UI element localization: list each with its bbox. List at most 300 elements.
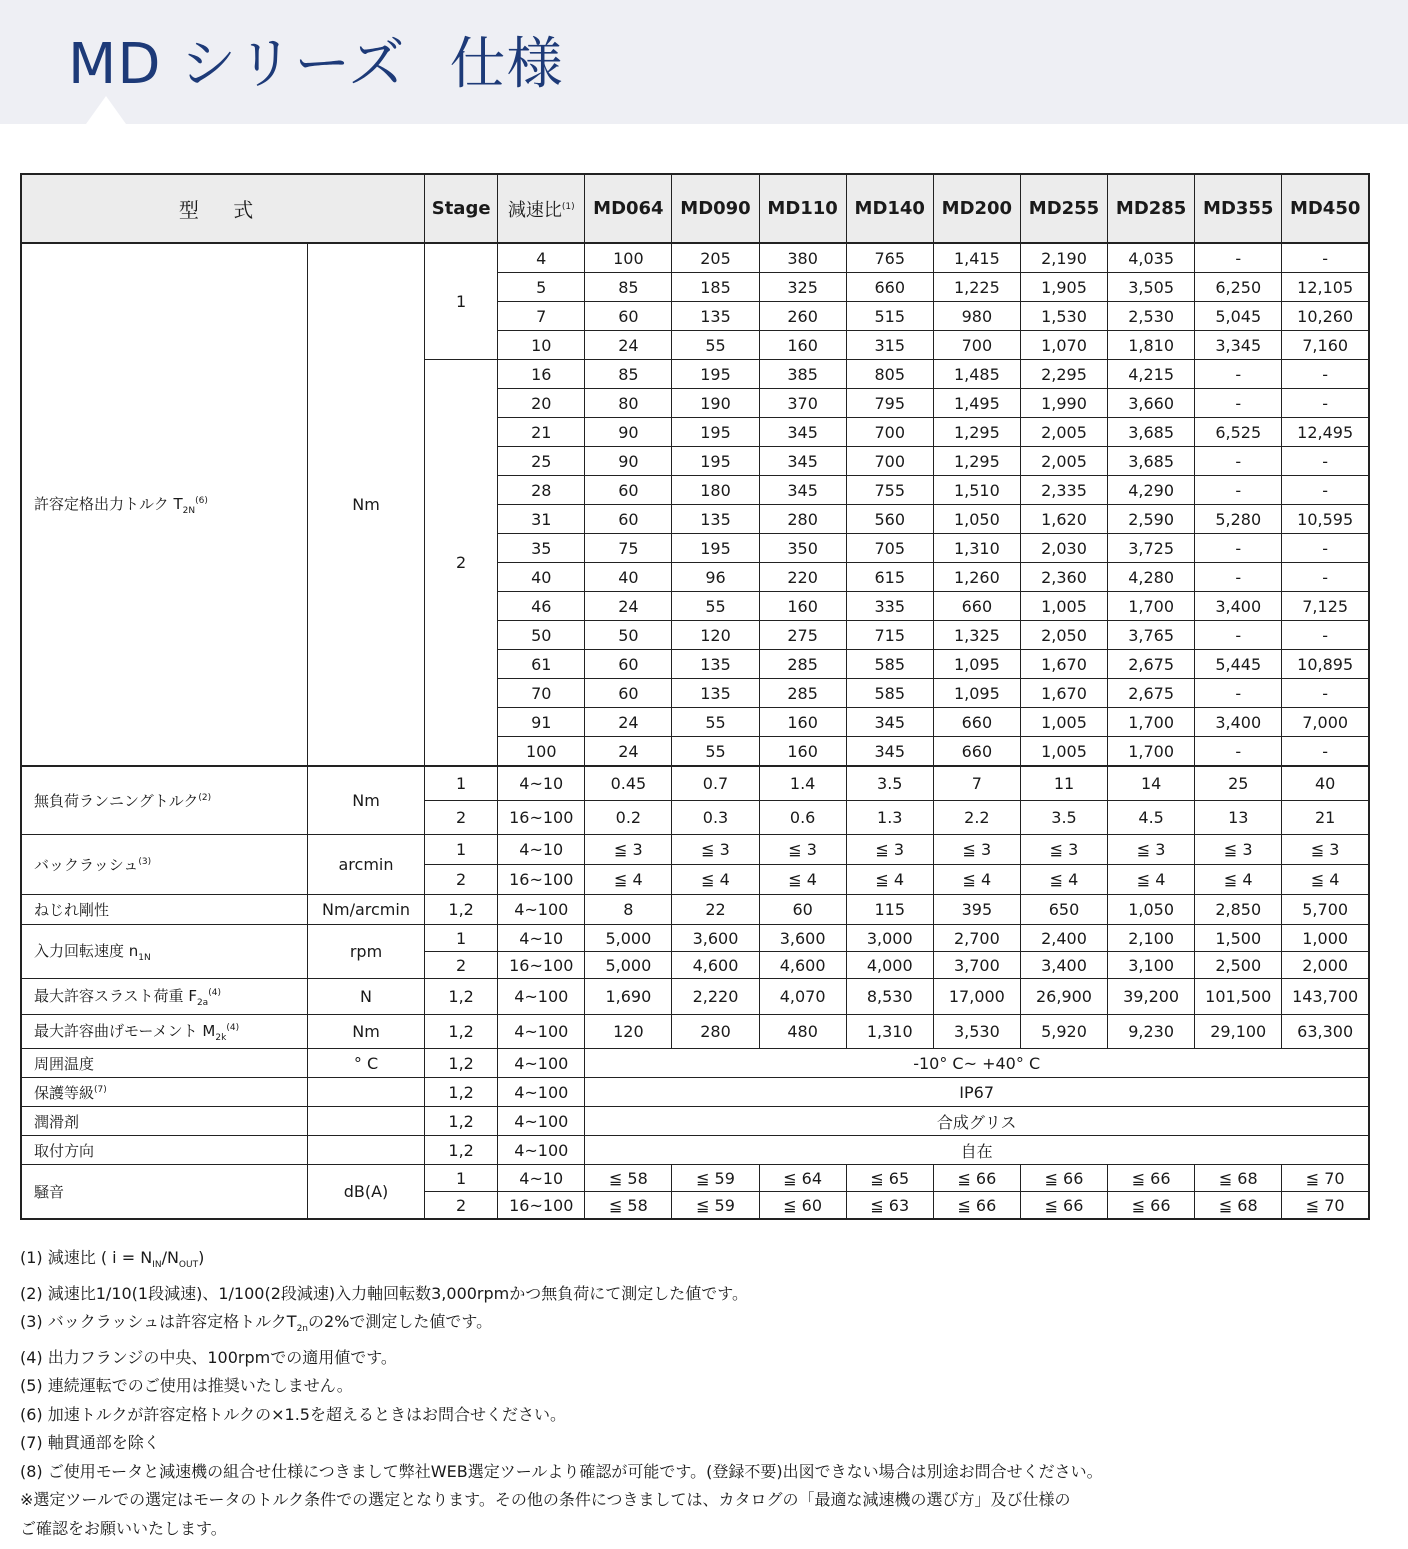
value-cell: 24 [585, 592, 672, 621]
model-header: MD255 [1020, 174, 1107, 243]
value-cell: 205 [672, 243, 759, 273]
value-cell: 1,510 [933, 476, 1020, 505]
value-cell: 3,660 [1108, 389, 1195, 418]
value-cell: 90 [585, 418, 672, 447]
unit-cell [307, 1136, 424, 1165]
value-cell: 3,400 [1195, 708, 1282, 737]
spec-label-note: (3) [138, 857, 152, 867]
ratio-cell: 31 [498, 505, 585, 534]
value-cell: 0.2 [585, 801, 672, 835]
value-cell: - [1282, 476, 1369, 505]
value-cell: 2,100 [1108, 925, 1195, 952]
ratio-cell: 40 [498, 563, 585, 592]
value-cell: 1,050 [933, 505, 1020, 534]
spec-label-note: (4) [226, 1023, 240, 1033]
value-cell: ≦ 3 [1195, 835, 1282, 865]
stage-header: Stage [425, 174, 498, 243]
value-cell: 135 [672, 650, 759, 679]
spec-label [21, 1107, 307, 1136]
value-cell: ≦ 3 [585, 835, 672, 865]
ratio-cell: 21 [498, 418, 585, 447]
value-cell: 380 [759, 243, 846, 273]
value-cell: 6,525 [1195, 418, 1282, 447]
value-cell: 60 [585, 505, 672, 534]
spec-label-text: 周囲温度 [34, 1054, 95, 1073]
value-cell: 55 [672, 708, 759, 737]
stage-cell: 1 [425, 243, 498, 360]
value-cell: 4,600 [672, 952, 759, 979]
stage-cell: 2 [425, 360, 498, 767]
value-cell: ≦ 4 [585, 865, 672, 895]
value-cell: 345 [846, 708, 933, 737]
value-cell: 12,105 [1282, 273, 1369, 302]
value-cell: 2,500 [1195, 952, 1282, 979]
value-cell: ≦ 66 [1020, 1165, 1107, 1192]
ratio-cell: 16~100 [498, 952, 585, 979]
value-cell: 25 [1195, 766, 1282, 801]
unit-cell [307, 1078, 424, 1107]
value-cell: 350 [759, 534, 846, 563]
page-title [68, 20, 563, 100]
value-cell: 24 [585, 708, 672, 737]
spec-label [21, 835, 307, 895]
value-cell: ≦ 4 [1108, 865, 1195, 895]
value-cell: 195 [672, 360, 759, 389]
table-row [21, 766, 1369, 801]
stage-cell: 2 [425, 952, 498, 979]
value-cell: 50 [585, 621, 672, 650]
value-cell: 5,920 [1020, 1015, 1107, 1049]
value-cell: 3,530 [933, 1015, 1020, 1049]
value-cell: 120 [672, 621, 759, 650]
ratio-cell: 35 [498, 534, 585, 563]
value-cell: 3,400 [1195, 592, 1282, 621]
value-cell: 2,700 [933, 925, 1020, 952]
footnote-3 [20, 1308, 1390, 1344]
value-cell: 280 [759, 505, 846, 534]
value-cell: 100 [585, 243, 672, 273]
value-cell: 160 [759, 331, 846, 360]
spec-label [21, 895, 307, 925]
value-cell: 1,095 [933, 679, 1020, 708]
value-cell: 1,500 [1195, 925, 1282, 952]
value-cell: 0.45 [585, 766, 672, 801]
spec-label-text: ねじれ剛性 [34, 901, 110, 919]
footnote-4: (4) 出力フランジの中央、100rpmでの適用値です。 [20, 1347, 397, 1367]
value-cell: ≦ 70 [1282, 1192, 1369, 1220]
spec-label-text: 潤滑剤 [34, 1112, 80, 1131]
value-cell: 3,725 [1108, 534, 1195, 563]
value-cell: 2,675 [1108, 679, 1195, 708]
value-cell: 2,360 [1020, 563, 1107, 592]
table-row [21, 1078, 1369, 1107]
value-cell: 13 [1195, 801, 1282, 835]
spec-label-text: バックラッシュ [34, 856, 139, 874]
value-cell: - [1195, 679, 1282, 708]
value-cell: 2,530 [1108, 302, 1195, 331]
unit-cell: N [307, 979, 424, 1015]
footnote-8: (8) ご使用モータと減速機の組合せ仕様につきまして弊社WEB選定ツールより確認が可能です。(登録不要)出図できない場合は別途お問合せください。 [20, 1461, 1103, 1481]
value-cell: 1,700 [1108, 592, 1195, 621]
stage-cell: 2 [425, 865, 498, 895]
value-cell: ≦ 3 [759, 835, 846, 865]
table-row [21, 1165, 1369, 1192]
ratio-cell: 25 [498, 447, 585, 476]
spec-label-text: 取付方向 [34, 1141, 95, 1160]
value-cell: 700 [846, 418, 933, 447]
value-cell: 1,070 [1020, 331, 1107, 360]
value-cell: 2,050 [1020, 621, 1107, 650]
spec-label [21, 1136, 307, 1165]
ratio-cell: 4~100 [498, 1049, 585, 1078]
spec-label [21, 1015, 307, 1049]
ratio-cell: 20 [498, 389, 585, 418]
value-cell: 5,700 [1282, 895, 1369, 925]
value-cell: 195 [672, 534, 759, 563]
value-cell: 4,000 [846, 952, 933, 979]
value-cell: ≦ 66 [933, 1192, 1020, 1220]
stage-cell: 1,2 [425, 1136, 498, 1165]
value-cell: 10,595 [1282, 505, 1369, 534]
unit-cell: Nm [307, 1015, 424, 1049]
value-cell: 180 [672, 476, 759, 505]
value-cell: 3,685 [1108, 447, 1195, 476]
table-row [21, 1015, 1369, 1049]
spec-label [21, 766, 307, 835]
spec-label-text: 許容定格出力トルク T [34, 495, 183, 513]
value-cell: 195 [672, 447, 759, 476]
title-banner [0, 0, 1408, 124]
value-cell: 7 [933, 766, 1020, 801]
value-cell: 5,000 [585, 952, 672, 979]
value-cell: 220 [759, 563, 846, 592]
value-cell: 40 [585, 563, 672, 592]
value-cell: 705 [846, 534, 933, 563]
unit-cell: ° C [307, 1049, 424, 1078]
table-row [21, 1136, 1369, 1165]
value-cell: 60 [585, 476, 672, 505]
value-cell: 285 [759, 650, 846, 679]
value-cell: 9,230 [1108, 1015, 1195, 1049]
value-cell: 22 [672, 895, 759, 925]
value-cell: 4,215 [1108, 360, 1195, 389]
value-cell: 385 [759, 360, 846, 389]
value-cell: 5,445 [1195, 650, 1282, 679]
spec-label-text: 保護等級 [34, 1083, 95, 1102]
value-cell: 1,905 [1020, 273, 1107, 302]
ratio-cell: 4 [498, 243, 585, 273]
value-cell: - [1282, 447, 1369, 476]
footnote-text: (3) バックラッシュは許容定格トルクT [20, 1312, 297, 1332]
value-cell: 615 [846, 563, 933, 592]
footnote-sub: 2n [296, 1324, 309, 1335]
footnote-6: (6) 加速トルクが許容定格トルクの×1.5を超えるときはお問合せください。 [20, 1404, 566, 1424]
value-cell: ≦ 3 [1282, 835, 1369, 865]
spec-label [21, 1165, 307, 1220]
value-cell: 560 [846, 505, 933, 534]
value-cell: ≦ 68 [1195, 1165, 1282, 1192]
value-cell: 60 [585, 302, 672, 331]
value-cell: 40 [1282, 766, 1369, 801]
value-cell: 14 [1108, 766, 1195, 801]
value-cell: 660 [846, 273, 933, 302]
value-cell: 345 [846, 737, 933, 767]
footnote-10: ご確認をお願いいたします。 [20, 1518, 227, 1538]
unit-cell: dB(A) [307, 1165, 424, 1220]
value-cell: 2,000 [1282, 952, 1369, 979]
value-cell: 115 [846, 895, 933, 925]
value-cell: 1,670 [1020, 650, 1107, 679]
value-cell: 585 [846, 679, 933, 708]
value-cell: ≦ 59 [672, 1165, 759, 1192]
ratio-cell: 91 [498, 708, 585, 737]
ratio-cell: 28 [498, 476, 585, 505]
ratio-cell: 100 [498, 737, 585, 767]
model-header: MD285 [1108, 174, 1195, 243]
value-cell: 755 [846, 476, 933, 505]
value-cell: 160 [759, 592, 846, 621]
value-cell: ≦ 3 [672, 835, 759, 865]
value-cell: 160 [759, 737, 846, 767]
value-cell: 2,590 [1108, 505, 1195, 534]
spec-label-note: (4) [208, 988, 221, 998]
merged-value-cell: 合成グリス [585, 1107, 1369, 1136]
value-cell: ≦ 3 [933, 835, 1020, 865]
value-cell: 17,000 [933, 979, 1020, 1015]
spec-label-sub: 2k [215, 1033, 227, 1043]
table-row [21, 243, 1369, 273]
value-cell: 55 [672, 592, 759, 621]
value-cell: 1,810 [1108, 331, 1195, 360]
value-cell: 90 [585, 447, 672, 476]
value-cell: 315 [846, 331, 933, 360]
value-cell: 7,160 [1282, 331, 1369, 360]
value-cell: 345 [759, 447, 846, 476]
spec-label-text: 騒音 [34, 1183, 65, 1201]
spec-label-note: (6) [195, 496, 208, 506]
spec-table-header [21, 174, 1369, 243]
value-cell: 4,035 [1108, 243, 1195, 273]
unit-cell: Nm/arcmin [307, 895, 424, 925]
value-cell: ≦ 59 [672, 1192, 759, 1220]
value-cell: ≦ 66 [1108, 1192, 1195, 1220]
value-cell: 7,125 [1282, 592, 1369, 621]
value-cell: 135 [672, 505, 759, 534]
type-header: 型 式 [21, 174, 425, 243]
value-cell: - [1195, 563, 1282, 592]
value-cell: 0.6 [759, 801, 846, 835]
value-cell: 1.3 [846, 801, 933, 835]
value-cell: 2,005 [1020, 418, 1107, 447]
value-cell: 60 [585, 650, 672, 679]
table-row [21, 1107, 1369, 1136]
ratio-cell: 4~10 [498, 1165, 585, 1192]
value-cell: 3,505 [1108, 273, 1195, 302]
value-cell: 24 [585, 737, 672, 767]
spec-label [21, 1078, 307, 1107]
spec-label [21, 925, 307, 979]
value-cell: 805 [846, 360, 933, 389]
ratio-cell: 4~100 [498, 1107, 585, 1136]
unit-cell [307, 1107, 424, 1136]
ratio-cell: 16~100 [498, 1192, 585, 1220]
stage-cell: 1,2 [425, 979, 498, 1015]
stage-cell: 1,2 [425, 1015, 498, 1049]
value-cell: 1,295 [933, 418, 1020, 447]
value-cell: 135 [672, 679, 759, 708]
ratio-cell: 46 [498, 592, 585, 621]
model-header: MD064 [585, 174, 672, 243]
unit-cell: Nm [307, 766, 424, 835]
value-cell: 39,200 [1108, 979, 1195, 1015]
value-cell: 24 [585, 331, 672, 360]
banner-arrow [86, 96, 126, 124]
value-cell: 1,530 [1020, 302, 1107, 331]
value-cell: 3,600 [759, 925, 846, 952]
value-cell: - [1195, 534, 1282, 563]
value-cell: 660 [933, 737, 1020, 767]
footnote-7: (7) 軸貫通部を除く [20, 1433, 160, 1453]
value-cell: 8 [585, 895, 672, 925]
value-cell: 1,095 [933, 650, 1020, 679]
spec-label [21, 979, 307, 1015]
value-cell: 8,530 [846, 979, 933, 1015]
value-cell: 55 [672, 331, 759, 360]
footnote-5: (5) 連続運転でのご使用は推奨いたしません。 [20, 1376, 353, 1396]
value-cell: 2,295 [1020, 360, 1107, 389]
stage-cell: 1 [425, 835, 498, 865]
value-cell: 10,895 [1282, 650, 1369, 679]
value-cell: 185 [672, 273, 759, 302]
value-cell: 12,495 [1282, 418, 1369, 447]
value-cell: 2,335 [1020, 476, 1107, 505]
value-cell: 1,005 [1020, 708, 1107, 737]
ratio-cell: 10 [498, 331, 585, 360]
value-cell: 765 [846, 243, 933, 273]
value-cell: ≦ 64 [759, 1165, 846, 1192]
spec-table [20, 173, 1370, 1220]
value-cell: 3.5 [846, 766, 933, 801]
value-cell: 60 [759, 895, 846, 925]
spec-section [21, 766, 1369, 1219]
value-cell: ≦ 68 [1195, 1192, 1282, 1220]
value-cell: 5,000 [585, 925, 672, 952]
value-cell: - [1282, 534, 1369, 563]
value-cell: 3,400 [1020, 952, 1107, 979]
unit-cell: arcmin [307, 835, 424, 895]
value-cell: 2,030 [1020, 534, 1107, 563]
value-cell: 1,700 [1108, 737, 1195, 767]
value-cell: 2.2 [933, 801, 1020, 835]
ratio-cell: 4~10 [498, 835, 585, 865]
value-cell: 1,415 [933, 243, 1020, 273]
value-cell: 1,620 [1020, 505, 1107, 534]
value-cell: - [1195, 360, 1282, 389]
value-cell: ≦ 3 [1020, 835, 1107, 865]
value-cell: 285 [759, 679, 846, 708]
footnote-text: の2%で測定した値です。 [308, 1312, 493, 1332]
value-cell: 345 [759, 476, 846, 505]
value-cell: 195 [672, 418, 759, 447]
spec-label-sub: 1N [138, 953, 151, 963]
value-cell: 1,485 [933, 360, 1020, 389]
value-cell: ≦ 4 [933, 865, 1020, 895]
table-row [21, 979, 1369, 1015]
value-cell: 345 [759, 418, 846, 447]
ratio-cell: 7 [498, 302, 585, 331]
value-cell: 700 [933, 331, 1020, 360]
value-cell: 21 [1282, 801, 1369, 835]
value-cell: 1,225 [933, 273, 1020, 302]
value-cell: 4,600 [759, 952, 846, 979]
value-cell: 3,600 [672, 925, 759, 952]
value-cell: 260 [759, 302, 846, 331]
value-cell: - [1195, 476, 1282, 505]
value-cell: - [1282, 360, 1369, 389]
value-cell: 395 [933, 895, 1020, 925]
value-cell: 1,000 [1282, 925, 1369, 952]
stage-cell: 1,2 [425, 1078, 498, 1107]
value-cell: ≦ 58 [585, 1165, 672, 1192]
value-cell: ≦ 60 [759, 1192, 846, 1220]
table-row [21, 895, 1369, 925]
value-cell: 135 [672, 302, 759, 331]
model-header: MD450 [1282, 174, 1369, 243]
value-cell: 143,700 [1282, 979, 1369, 1015]
value-cell: - [1195, 389, 1282, 418]
stage-cell: 1 [425, 766, 498, 801]
ratio-cell: 4~100 [498, 895, 585, 925]
unit-cell: rpm [307, 925, 424, 979]
value-cell: 85 [585, 360, 672, 389]
value-cell: 660 [933, 592, 1020, 621]
value-cell: ≦ 4 [1282, 865, 1369, 895]
value-cell: 795 [846, 389, 933, 418]
footnote-2: (2) 減速比1/10(1段減速)、1/100(2段減速)入力軸回転数3,000rpmかつ無負荷にて測定した値です。 [20, 1283, 748, 1303]
value-cell: 29,100 [1195, 1015, 1282, 1049]
ratio-cell: 4~100 [498, 1015, 585, 1049]
ratio-header-note: (1) [561, 201, 575, 212]
value-cell: 325 [759, 273, 846, 302]
footnote-text: (1) 減速比 ( i = N [20, 1248, 153, 1267]
value-cell: 1,050 [1108, 895, 1195, 925]
value-cell: ≦ 4 [846, 865, 933, 895]
value-cell: 370 [759, 389, 846, 418]
value-cell: 6,250 [1195, 273, 1282, 302]
value-cell: 335 [846, 592, 933, 621]
table-row [21, 925, 1369, 952]
value-cell: 4,070 [759, 979, 846, 1015]
value-cell: 650 [1020, 895, 1107, 925]
spec-label [21, 243, 307, 766]
value-cell: 480 [759, 1015, 846, 1049]
ratio-cell: 4~100 [498, 979, 585, 1015]
value-cell: - [1195, 737, 1282, 767]
value-cell: ≦ 4 [672, 865, 759, 895]
value-cell: 5,280 [1195, 505, 1282, 534]
value-cell: 11 [1020, 766, 1107, 801]
value-cell: - [1282, 389, 1369, 418]
value-cell: 160 [759, 708, 846, 737]
value-cell: 2,675 [1108, 650, 1195, 679]
unit-cell: Nm [307, 243, 424, 766]
value-cell: 585 [846, 650, 933, 679]
stage-cell: 1,2 [425, 1107, 498, 1136]
value-cell: 2,190 [1020, 243, 1107, 273]
value-cell: - [1195, 243, 1282, 273]
value-cell: 3,700 [933, 952, 1020, 979]
value-cell: ≦ 66 [1108, 1165, 1195, 1192]
